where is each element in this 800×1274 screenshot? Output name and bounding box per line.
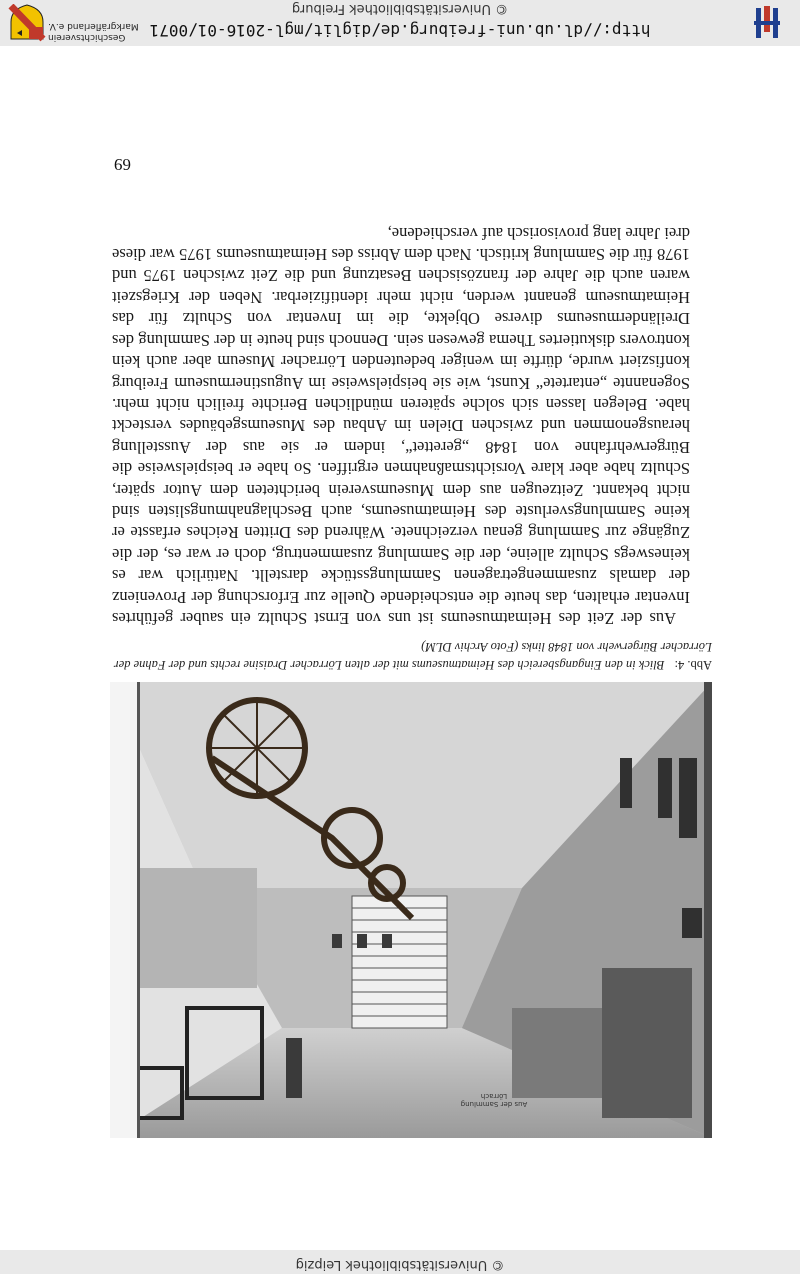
header-copyright: © Universitätsbibliothek Leipzig (295, 1257, 505, 1272)
caption-label: Abb. 4: (674, 658, 712, 672)
header-bar (0, 1250, 800, 1274)
society-line-2: Markgräflerland e.V. (48, 21, 139, 31)
photo-label: Aus der Sammlung Lörrach (460, 1092, 528, 1108)
society-line-1: Geschichtsverein (48, 32, 126, 42)
university-logo-icon (754, 6, 780, 40)
page-number: 69 (114, 155, 131, 174)
footer-copyright: © Universitätsbibliothek Freiburg (291, 1, 509, 16)
photo-drawing (110, 682, 712, 1138)
museum-photo[interactable] (110, 682, 712, 1138)
caption-text: Blick in den Eingangsbereich des Heimatmuseums mit der alten Lörracher Draisine rechts und der Fahne der Lörracher Bürgerwehr von 1848 links (Foto Archiv DLM) (113, 640, 712, 672)
body-text (112, 222, 690, 629)
paragraph: Aus der Zeit des Heimatmuseums ist uns von Ernst Schultz ein sauber geführtes Inventar erhalten, das heute die entscheidende Quelle zur Erforschung der Provenienz der damals zusammengetragenen Sammlungsstücke darstellt. Natürlich war es keineswegs Schultz alleine, der die Sammlung zusammentrug, doch er war es, der die Zugänge zur Sammlung genau verzeichnete. Während des Dritten Reiches erfasste er keine Sammlungsverluste des Heimatmuseums, auch Beschlagnahmungslisten sind nicht bekannt. Zeitzeugen aus dem Museumsverein berichteten dem Autor später, Schultz habe aber klare Vorsichtsmaßnahmen ergriffen. So habe er beispielsweise die Bürgerwehrfahne von 1848 „gerettet“, indem er sie aus der Ausstellung herausgenommen und zwischen Dielen im Anbau des Museumsgebäudes versteckt habe. Belegen lassen sich solche späteren mündlichen Berichte freilich nicht mehr. Sogenannte „entartete“ Kunst, wie sie beispielsweise im Augustinermuseum Freiburg konfisziert wurde, dürfte im weniger bedeutenden Lörracher Museum aber auch kein kontrovers diskutiertes Thema gewesen sein. Dennoch sind heute in der Sammlung des Dreiländermuseums diverse Objekte, die im Inventar von Schultz für das Heimatmuseum genannt werden, nicht mehr identifizierbar. Neben der Kriegszeit waren auch die Jahre der französischen Besatzung und die Zeit zwischen 1975 und 1978 für die Sammlung kritisch. Nach dem Abriss des Heimatmuseums 1975 war diese drei Jahre lang provisorisch auf verschiedene, (112, 223, 690, 628)
permalink-url[interactable]: http://dl.ub.uni-freiburg.de/diglit/mgl-2016-01/0071 (149, 21, 651, 40)
society-name (48, 20, 158, 42)
figure-caption (112, 638, 712, 674)
society-crest-icon (8, 4, 46, 42)
footer-bar (0, 0, 800, 46)
